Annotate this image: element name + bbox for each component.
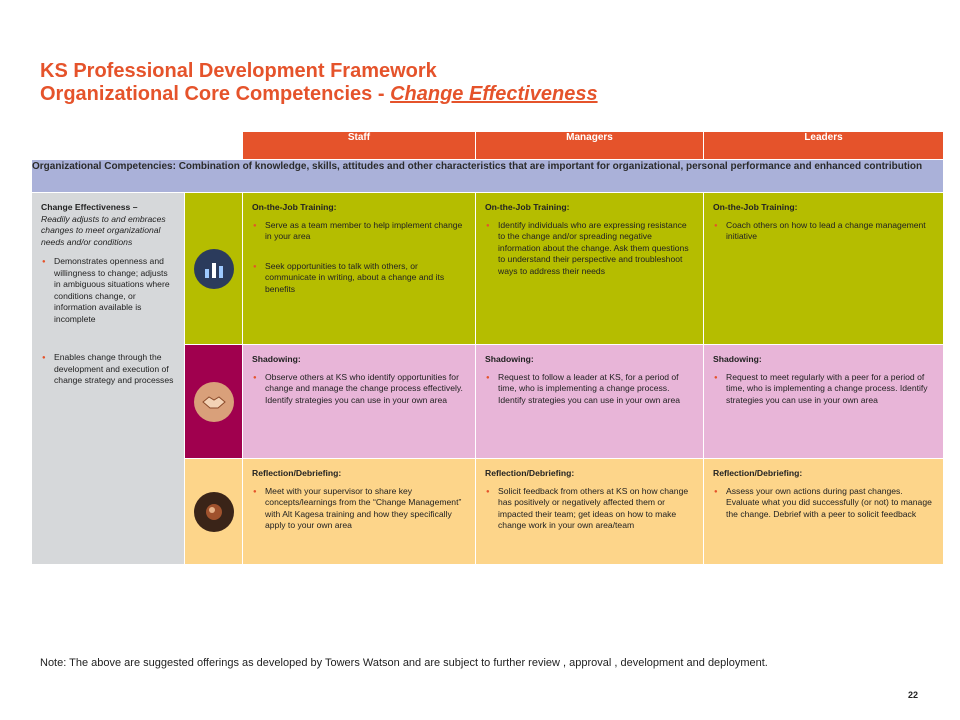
managers-cell bbox=[476, 459, 704, 565]
column-header-staff: Staff bbox=[243, 132, 476, 160]
list-item: ● Solicit feedback from others at KS on how change has positively or negatively affected them or impacted their team; get ideas on how to make change work in your own area/team bbox=[485, 486, 694, 532]
list-item: ● Request to follow a leader at KS, for a period of time, who is implementing a change process. Identify strategies you can use in your own area bbox=[485, 372, 694, 407]
column-header-row bbox=[32, 132, 944, 160]
reflection-icon bbox=[194, 492, 234, 532]
staff-cell bbox=[243, 459, 476, 565]
competency-bullet: ● Enables change through the development and execution of change strategy and processes bbox=[41, 352, 175, 387]
competency-table bbox=[31, 131, 944, 565]
cell-title: Reflection/Debriefing: bbox=[485, 468, 575, 478]
cell-title: Reflection/Debriefing: bbox=[713, 468, 803, 478]
list-item: ● Seek opportunities to talk with others, or communicate in writing, about a change and its benefits bbox=[252, 261, 466, 296]
competency-description bbox=[32, 193, 185, 565]
page-title bbox=[40, 60, 598, 106]
cell-title: On-the-Job Training: bbox=[713, 202, 798, 212]
list-item: ● Serve as a team member to help implement change in your area bbox=[252, 220, 466, 243]
list-item: ● Assess your own actions during past changes. Evaluate what you did successfully (or not) to manage the change. Debrief with a peer to solicit feedback bbox=[713, 486, 934, 521]
list-item: ● Observe others at KS who identify opportunities for change and manage the change process effectively. Identify strategies you can use in your own area bbox=[252, 372, 466, 407]
competency-definition: Organizational Competencies: Combination of knowledge, skills, attitudes and other characteristics that are important for organizational, personal performance and enhanced contribution bbox=[32, 160, 944, 193]
competency-heading: Change Effectiveness – bbox=[41, 202, 138, 212]
cell-title: Shadowing: bbox=[252, 354, 301, 364]
cell-title: Shadowing: bbox=[713, 354, 762, 364]
leaders-cell bbox=[704, 345, 944, 459]
competency-bullets bbox=[41, 256, 175, 387]
list-item: ● Identify individuals who are expressing resistance to the change and/or spreading negative information about the change. Ask them questions to understand their perspective and troubleshoot ways to address their needs bbox=[485, 220, 694, 278]
cell-title: Shadowing: bbox=[485, 354, 534, 364]
managers-cell bbox=[476, 193, 704, 345]
definition-row bbox=[32, 160, 944, 193]
page-number: 22 bbox=[907, 690, 918, 700]
list-item: ● Coach others on how to lead a change management initiative bbox=[713, 220, 934, 243]
cell-title: On-the-Job Training: bbox=[252, 202, 337, 212]
list-item: ● Request to meet regularly with a peer for a period of time, who is implementing a change process. Identify strategies you can use in your own area bbox=[713, 372, 934, 407]
table-row bbox=[32, 193, 944, 345]
row-icon-cell bbox=[185, 193, 243, 345]
column-header-leaders: Leaders bbox=[704, 132, 944, 160]
managers-cell bbox=[476, 345, 704, 459]
staff-cell bbox=[243, 345, 476, 459]
title-link[interactable]: Change Effectiveness bbox=[390, 83, 598, 105]
column-header-managers: Managers bbox=[476, 132, 704, 160]
staff-cell bbox=[243, 193, 476, 345]
title-prefix: Organizational Core Competencies - bbox=[40, 83, 391, 105]
bar-chart-icon bbox=[194, 249, 234, 289]
blank-header bbox=[32, 132, 243, 160]
footnote: Note: The above are suggested offerings as developed by Towers Watson and are subject to further review , approval , development and deployment. bbox=[40, 657, 768, 669]
handshake-icon bbox=[194, 382, 234, 422]
leaders-cell bbox=[704, 459, 944, 565]
competency-bullet: ● Demonstrates openness and willingness to change; adjusts in ambiguous situations where conditions change, or information available is incomplete bbox=[41, 256, 175, 325]
competency-summary: Readily adjusts to and embraces changes to meet organizational needs and/or conditions bbox=[41, 213, 166, 247]
cell-title: On-the-Job Training: bbox=[485, 202, 570, 212]
leaders-cell bbox=[704, 193, 944, 345]
cell-title: Reflection/Debriefing: bbox=[252, 468, 342, 478]
row-icon-cell bbox=[185, 345, 243, 459]
list-item: ● Meet with your supervisor to share key concepts/learnings from the “Change Management” with Alt Kagesa training and how they specifically apply to your own area bbox=[252, 486, 466, 532]
row-icon-cell bbox=[185, 459, 243, 565]
title-line-2 bbox=[40, 83, 598, 106]
title-line-1: KS Professional Development Framework bbox=[40, 60, 437, 82]
